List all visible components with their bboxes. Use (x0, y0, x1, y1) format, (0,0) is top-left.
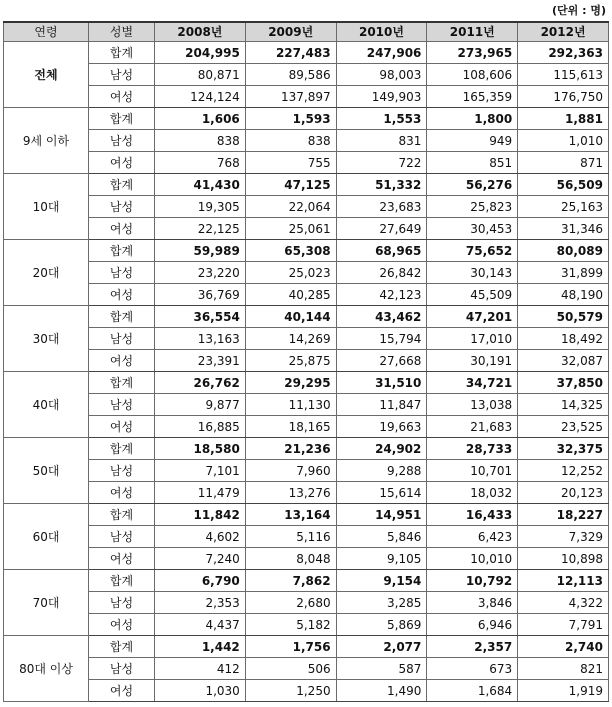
sex-cell: 남성 (89, 658, 155, 680)
value-cell: 24,902 (336, 438, 427, 460)
sex-cell: 합계 (89, 240, 155, 262)
statistics-table (3, 21, 609, 702)
value-cell: 821 (518, 658, 609, 680)
value-cell: 5,846 (336, 526, 427, 548)
value-cell: 204,995 (155, 42, 246, 64)
value-cell: 124,124 (155, 86, 246, 108)
value-cell: 10,898 (518, 548, 609, 570)
table-row (4, 42, 609, 64)
age-group-cell: 9세 이하 (4, 108, 89, 174)
value-cell: 2,353 (155, 592, 246, 614)
table-row (4, 86, 609, 108)
value-cell: 1,593 (245, 108, 336, 130)
table-row (4, 680, 609, 702)
value-cell: 11,842 (155, 504, 246, 526)
value-cell: 32,375 (518, 438, 609, 460)
value-cell: 16,433 (427, 504, 518, 526)
sex-cell: 남성 (89, 196, 155, 218)
value-cell: 851 (427, 152, 518, 174)
age-group-cell: 80대 이상 (4, 636, 89, 702)
value-cell: 36,554 (155, 306, 246, 328)
value-cell: 9,877 (155, 394, 246, 416)
value-cell: 7,791 (518, 614, 609, 636)
value-cell: 21,236 (245, 438, 336, 460)
value-cell: 18,032 (427, 482, 518, 504)
value-cell: 18,580 (155, 438, 246, 460)
header-row (4, 22, 609, 42)
table-body (4, 42, 609, 702)
value-cell: 137,897 (245, 86, 336, 108)
value-cell: 838 (245, 130, 336, 152)
sex-cell: 남성 (89, 262, 155, 284)
table-row (4, 130, 609, 152)
value-cell: 11,479 (155, 482, 246, 504)
value-cell: 108,606 (427, 64, 518, 86)
value-cell: 227,483 (245, 42, 336, 64)
value-cell: 273,965 (427, 42, 518, 64)
sex-cell: 합계 (89, 108, 155, 130)
value-cell: 506 (245, 658, 336, 680)
value-cell: 32,087 (518, 350, 609, 372)
value-cell: 50,579 (518, 306, 609, 328)
value-cell: 25,023 (245, 262, 336, 284)
table-row (4, 394, 609, 416)
table-row (4, 592, 609, 614)
value-cell: 1,010 (518, 130, 609, 152)
value-cell: 30,191 (427, 350, 518, 372)
sex-cell: 여성 (89, 614, 155, 636)
value-cell: 68,965 (336, 240, 427, 262)
value-cell: 165,359 (427, 86, 518, 108)
sex-cell: 여성 (89, 416, 155, 438)
age-group-cell: 60대 (4, 504, 89, 570)
table-row (4, 174, 609, 196)
value-cell: 768 (155, 152, 246, 174)
value-cell: 673 (427, 658, 518, 680)
value-cell: 12,252 (518, 460, 609, 482)
age-group-cell: 50대 (4, 438, 89, 504)
sex-cell: 여성 (89, 482, 155, 504)
value-cell: 43,462 (336, 306, 427, 328)
value-cell: 22,064 (245, 196, 336, 218)
value-cell: 292,363 (518, 42, 609, 64)
value-cell: 26,762 (155, 372, 246, 394)
value-cell: 4,437 (155, 614, 246, 636)
table-row (4, 614, 609, 636)
value-cell: 14,325 (518, 394, 609, 416)
value-cell: 9,288 (336, 460, 427, 482)
age-group-cell: 30대 (4, 306, 89, 372)
table-row (4, 262, 609, 284)
sex-cell: 남성 (89, 592, 155, 614)
value-cell: 25,823 (427, 196, 518, 218)
value-cell: 29,295 (245, 372, 336, 394)
value-cell: 56,276 (427, 174, 518, 196)
value-cell: 412 (155, 658, 246, 680)
value-cell: 80,871 (155, 64, 246, 86)
value-cell: 1,919 (518, 680, 609, 702)
value-cell: 6,423 (427, 526, 518, 548)
value-cell: 1,490 (336, 680, 427, 702)
table-row (4, 240, 609, 262)
value-cell: 56,509 (518, 174, 609, 196)
value-cell: 871 (518, 152, 609, 174)
value-cell: 22,125 (155, 218, 246, 240)
sex-cell: 합계 (89, 372, 155, 394)
header-sex: 성별 (89, 22, 155, 42)
value-cell: 98,003 (336, 64, 427, 86)
value-cell: 9,154 (336, 570, 427, 592)
header-year: 2011년 (427, 22, 518, 42)
table-row (4, 196, 609, 218)
table-row (4, 328, 609, 350)
sex-cell: 합계 (89, 42, 155, 64)
value-cell: 6,946 (427, 614, 518, 636)
value-cell: 587 (336, 658, 427, 680)
sex-cell: 합계 (89, 504, 155, 526)
value-cell: 2,680 (245, 592, 336, 614)
header-year: 2012년 (518, 22, 609, 42)
value-cell: 3,285 (336, 592, 427, 614)
value-cell: 247,906 (336, 42, 427, 64)
value-cell: 1,250 (245, 680, 336, 702)
value-cell: 4,602 (155, 526, 246, 548)
table-row (4, 658, 609, 680)
value-cell: 1,881 (518, 108, 609, 130)
value-cell: 831 (336, 130, 427, 152)
value-cell: 34,721 (427, 372, 518, 394)
value-cell: 10,010 (427, 548, 518, 570)
value-cell: 23,683 (336, 196, 427, 218)
value-cell: 40,285 (245, 284, 336, 306)
value-cell: 27,649 (336, 218, 427, 240)
value-cell: 25,875 (245, 350, 336, 372)
table-row (4, 306, 609, 328)
value-cell: 48,190 (518, 284, 609, 306)
sex-cell: 합계 (89, 174, 155, 196)
sex-cell: 여성 (89, 152, 155, 174)
value-cell: 2,357 (427, 636, 518, 658)
value-cell: 10,701 (427, 460, 518, 482)
value-cell: 51,332 (336, 174, 427, 196)
value-cell: 7,329 (518, 526, 609, 548)
table-row (4, 460, 609, 482)
value-cell: 1,800 (427, 108, 518, 130)
value-cell: 1,030 (155, 680, 246, 702)
value-cell: 1,684 (427, 680, 518, 702)
value-cell: 45,509 (427, 284, 518, 306)
value-cell: 14,269 (245, 328, 336, 350)
value-cell: 4,322 (518, 592, 609, 614)
value-cell: 15,794 (336, 328, 427, 350)
value-cell: 36,769 (155, 284, 246, 306)
value-cell: 12,113 (518, 570, 609, 592)
value-cell: 23,391 (155, 350, 246, 372)
value-cell: 65,308 (245, 240, 336, 262)
value-cell: 20,123 (518, 482, 609, 504)
value-cell: 5,869 (336, 614, 427, 636)
value-cell: 31,510 (336, 372, 427, 394)
sex-cell: 남성 (89, 64, 155, 86)
header-age: 연령 (4, 22, 89, 42)
value-cell: 31,346 (518, 218, 609, 240)
value-cell: 149,903 (336, 86, 427, 108)
value-cell: 31,899 (518, 262, 609, 284)
value-cell: 949 (427, 130, 518, 152)
value-cell: 47,125 (245, 174, 336, 196)
age-group-cell: 40대 (4, 372, 89, 438)
value-cell: 19,663 (336, 416, 427, 438)
table-row (4, 64, 609, 86)
sex-cell: 여성 (89, 548, 155, 570)
table-row (4, 482, 609, 504)
value-cell: 23,220 (155, 262, 246, 284)
sex-cell: 여성 (89, 86, 155, 108)
value-cell: 176,750 (518, 86, 609, 108)
value-cell: 47,201 (427, 306, 518, 328)
value-cell: 16,885 (155, 416, 246, 438)
value-cell: 13,164 (245, 504, 336, 526)
value-cell: 115,613 (518, 64, 609, 86)
sex-cell: 여성 (89, 680, 155, 702)
age-group-cell: 20대 (4, 240, 89, 306)
value-cell: 5,182 (245, 614, 336, 636)
value-cell: 42,123 (336, 284, 427, 306)
value-cell: 7,960 (245, 460, 336, 482)
value-cell: 14,951 (336, 504, 427, 526)
value-cell: 26,842 (336, 262, 427, 284)
value-cell: 1,442 (155, 636, 246, 658)
value-cell: 18,227 (518, 504, 609, 526)
value-cell: 75,652 (427, 240, 518, 262)
value-cell: 25,163 (518, 196, 609, 218)
value-cell: 80,089 (518, 240, 609, 262)
value-cell: 13,276 (245, 482, 336, 504)
value-cell: 9,105 (336, 548, 427, 570)
sex-cell: 남성 (89, 526, 155, 548)
value-cell: 3,846 (427, 592, 518, 614)
value-cell: 15,614 (336, 482, 427, 504)
value-cell: 37,850 (518, 372, 609, 394)
value-cell: 7,240 (155, 548, 246, 570)
value-cell: 59,989 (155, 240, 246, 262)
value-cell: 28,733 (427, 438, 518, 460)
value-cell: 838 (155, 130, 246, 152)
value-cell: 30,143 (427, 262, 518, 284)
value-cell: 89,586 (245, 64, 336, 86)
table-row (4, 416, 609, 438)
sex-cell: 여성 (89, 350, 155, 372)
table-row (4, 570, 609, 592)
value-cell: 11,847 (336, 394, 427, 416)
sex-cell: 합계 (89, 306, 155, 328)
value-cell: 6,790 (155, 570, 246, 592)
value-cell: 2,740 (518, 636, 609, 658)
unit-label: (단위 : 명) (552, 4, 606, 17)
value-cell: 755 (245, 152, 336, 174)
table-row (4, 218, 609, 240)
value-cell: 7,101 (155, 460, 246, 482)
value-cell: 722 (336, 152, 427, 174)
value-cell: 2,077 (336, 636, 427, 658)
value-cell: 18,492 (518, 328, 609, 350)
header-year: 2009년 (245, 22, 336, 42)
value-cell: 10,792 (427, 570, 518, 592)
table-row (4, 548, 609, 570)
table-row (4, 284, 609, 306)
table-row (4, 504, 609, 526)
value-cell: 27,668 (336, 350, 427, 372)
table-row (4, 152, 609, 174)
value-cell: 21,683 (427, 416, 518, 438)
table-row (4, 438, 609, 460)
sex-cell: 여성 (89, 284, 155, 306)
value-cell: 1,756 (245, 636, 336, 658)
sex-cell: 남성 (89, 130, 155, 152)
sex-cell: 남성 (89, 394, 155, 416)
table-row (4, 372, 609, 394)
value-cell: 25,061 (245, 218, 336, 240)
table-row (4, 108, 609, 130)
value-cell: 8,048 (245, 548, 336, 570)
value-cell: 1,606 (155, 108, 246, 130)
value-cell: 7,862 (245, 570, 336, 592)
value-cell: 13,163 (155, 328, 246, 350)
sex-cell: 합계 (89, 636, 155, 658)
value-cell: 19,305 (155, 196, 246, 218)
sex-cell: 남성 (89, 328, 155, 350)
value-cell: 40,144 (245, 306, 336, 328)
value-cell: 23,525 (518, 416, 609, 438)
table-row (4, 636, 609, 658)
sex-cell: 합계 (89, 438, 155, 460)
value-cell: 1,553 (336, 108, 427, 130)
value-cell: 18,165 (245, 416, 336, 438)
value-cell: 5,116 (245, 526, 336, 548)
table-row (4, 526, 609, 548)
age-group-cell: 70대 (4, 570, 89, 636)
header-year: 2010년 (336, 22, 427, 42)
value-cell: 41,430 (155, 174, 246, 196)
age-group-cell: 10대 (4, 174, 89, 240)
value-cell: 11,130 (245, 394, 336, 416)
sex-cell: 남성 (89, 460, 155, 482)
value-cell: 30,453 (427, 218, 518, 240)
table-row (4, 350, 609, 372)
sex-cell: 여성 (89, 218, 155, 240)
value-cell: 17,010 (427, 328, 518, 350)
value-cell: 13,038 (427, 394, 518, 416)
sex-cell: 합계 (89, 570, 155, 592)
age-group-cell: 전체 (4, 42, 89, 108)
header-year: 2008년 (155, 22, 246, 42)
